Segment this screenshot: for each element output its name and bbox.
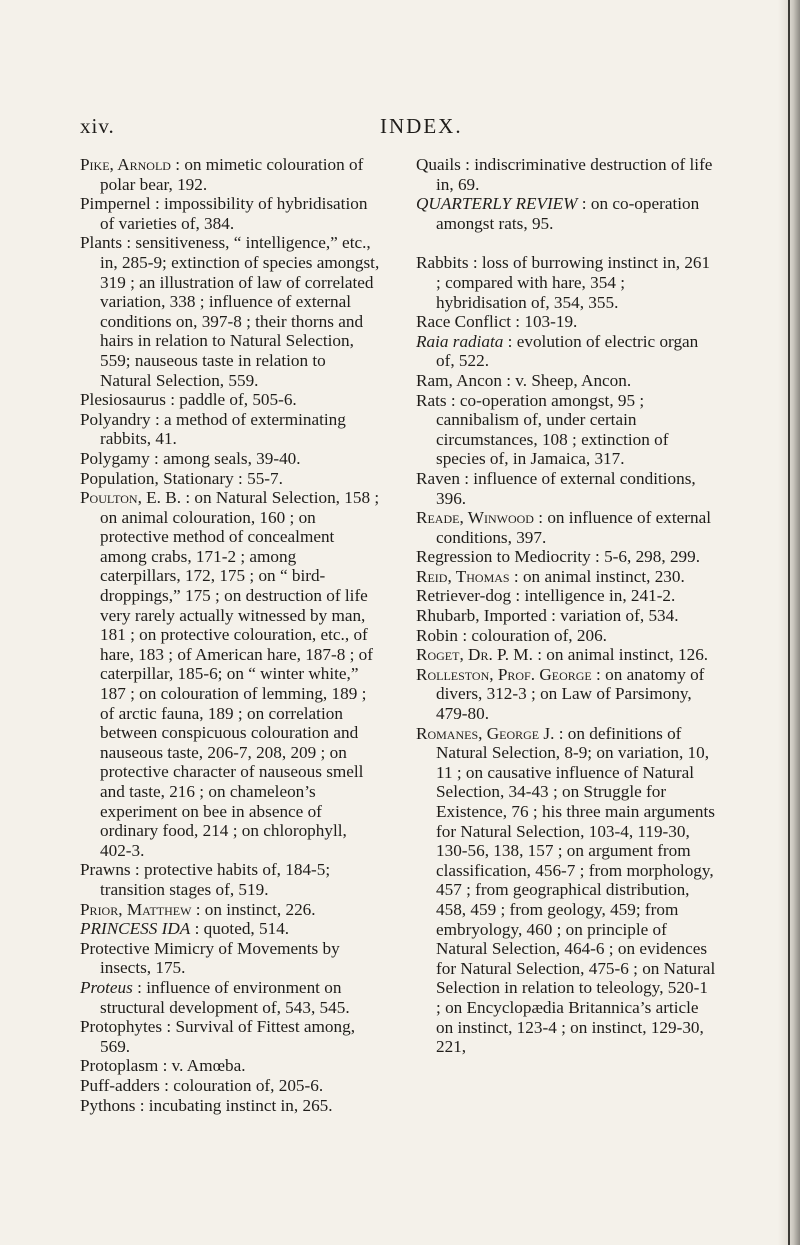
index-entry: Plesiosaurus : paddle of, 505-6.	[80, 390, 297, 410]
index-entry: Protophytes : Survival of Fittest among, 569.	[80, 1017, 355, 1056]
page-number: xiv.	[80, 114, 115, 138]
index-entry: Protoplasm : v. Amœba.	[80, 1056, 246, 1076]
index-entry: Roget, Dr. P. M. : on animal instinct, 126.	[416, 645, 709, 665]
index-entry: Pythons : incubating instinct in, 265.	[80, 1095, 333, 1115]
index-entry: QUARTERLY REVIEW : on co-operation amongst rats, 95.	[416, 194, 700, 233]
page-title: INDEX.	[380, 114, 463, 138]
index-entry: Race Conflict : 103-19.	[416, 312, 578, 332]
index-entry: Reid, Thomas : on animal instinct, 230.	[416, 566, 685, 586]
index-column-left	[80, 155, 380, 1115]
index-entry: Plants : sensitiveness, “ intelligence,” etc., in, 285-9; extinction of species amongst, 319 ; an illustration of law of correlated variation, 338 ; influence of external conditions on, 397-8 ; their thorns and hairs in relation to Natural Selection, 559; nauseous taste in relation to Natural Selection, 559.	[80, 233, 380, 390]
index-entry: Pike, Arnold : on mimetic colouration of polar bear, 192.	[80, 155, 364, 194]
index-entry: Robin : colouration of, 206.	[416, 625, 607, 645]
index-entry: PRINCESS IDA : quoted, 514.	[80, 919, 290, 939]
index-entry: Rolleston, Prof. George : on anatomy of divers, 312-3 ; on Law of Parsimony, 479-80.	[416, 664, 705, 724]
index-entry: Population, Stationary : 55-7.	[80, 468, 283, 488]
index-entry: Regression to Mediocrity : 5-6, 298, 299.	[416, 547, 701, 567]
index-column-right	[416, 155, 716, 1057]
index-entry: Prawns : protective habits of, 184-5; transition stages of, 519.	[80, 860, 331, 899]
index-entry: Ram, Ancon : v. Sheep, Ancon.	[416, 370, 632, 390]
index-entry: Quails : indiscriminative destruction of life in, 69.	[416, 155, 713, 194]
index-entry: Rhubarb, Imported : variation of, 534.	[416, 606, 679, 626]
book-binding-line	[788, 0, 790, 1245]
index-entry: Protective Mimicry of Movements by insects, 175.	[80, 938, 340, 978]
index-entry: Poulton, E. B. : on Natural Selection, 158 ; on animal colouration, 160 ; on protective method of concealment among crabs, 171-2 ; among caterpillars, 172, 175 ; on “ bird-droppings,” 175 ; on destruction of life very rarely actually witnessed by man, 181 ; on protective colouration, etc., of hare, 183 ; of American hare, 187-8 ; of caterpillar, 185-6; on “ winter white,” 187 ; on colouration of lemming, 189 ; of arctic fauna, 189 ; on correlation between conspicuous colouration and nauseous taste, 206-7, 208, 209 ; on protective character of nauseous smell and taste, 216 ; on chameleon’s experiment on bee in absence of ordinary food, 214 ; on chlorophyll, 402-3.	[80, 488, 380, 860]
index-entry: Proteus : influence of environment on structural development of, 543, 545.	[80, 977, 350, 1017]
index-entry: Rats : co-operation amongst, 95 ; cannibalism of, under certain circumstances, 108 ; extinction of species of, in Jamaica, 317.	[416, 390, 669, 469]
index-entry: Raven : influence of external conditions, 396.	[416, 468, 696, 508]
index-entry: Raia radiata : evolution of electric organ of, 522.	[416, 331, 699, 371]
index-entry: Pimpernel : impossibility of hybridisation of varieties of, 384.	[80, 194, 368, 233]
index-entry: Puff-adders : colouration of, 205-6.	[80, 1075, 324, 1095]
index-entry: Polyandry : a method of exterminating rabbits, 41.	[80, 409, 346, 449]
index-entry: Retriever-dog : intelligence in, 241-2.	[416, 586, 676, 606]
page-header	[80, 114, 720, 144]
index-entry: Reade, Winwood : on influence of external conditions, 397.	[416, 508, 712, 547]
index-entry: Polygamy : among seals, 39-40.	[80, 448, 301, 468]
index-entry: Rabbits : loss of burrowing instinct in, 261 ; compared with hare, 354 ; hybridisation of, 354, 355.	[416, 253, 711, 312]
index-entry: Romanes, George J. : on definitions of Natural Selection, 8-9; on variation, 10, 11 ; on causative influence of Natural Selection, 34-43 ; on Struggle for Existence, 76 ; his three main arguments for Natural Selection, 103-4, 119-30, 130-56, 138, 157 ; on argument from classification, 456-7 ; from morphology, 457 ; from geographical distribution, 458, 459 ; from geology, 459; from embryology, 460 ; on principle of Natural Selection, 464-6 ; on evidences for Natural Selection, 475-6 ; on Natural Selection in relation to teleology, 520-1 ; on Encyclopædia Britannica’s article on instinct, 123-4 ; on instinct, 129-30, 221,	[416, 723, 716, 1057]
index-entry: Prior, Matthew : on instinct, 226.	[80, 899, 316, 919]
